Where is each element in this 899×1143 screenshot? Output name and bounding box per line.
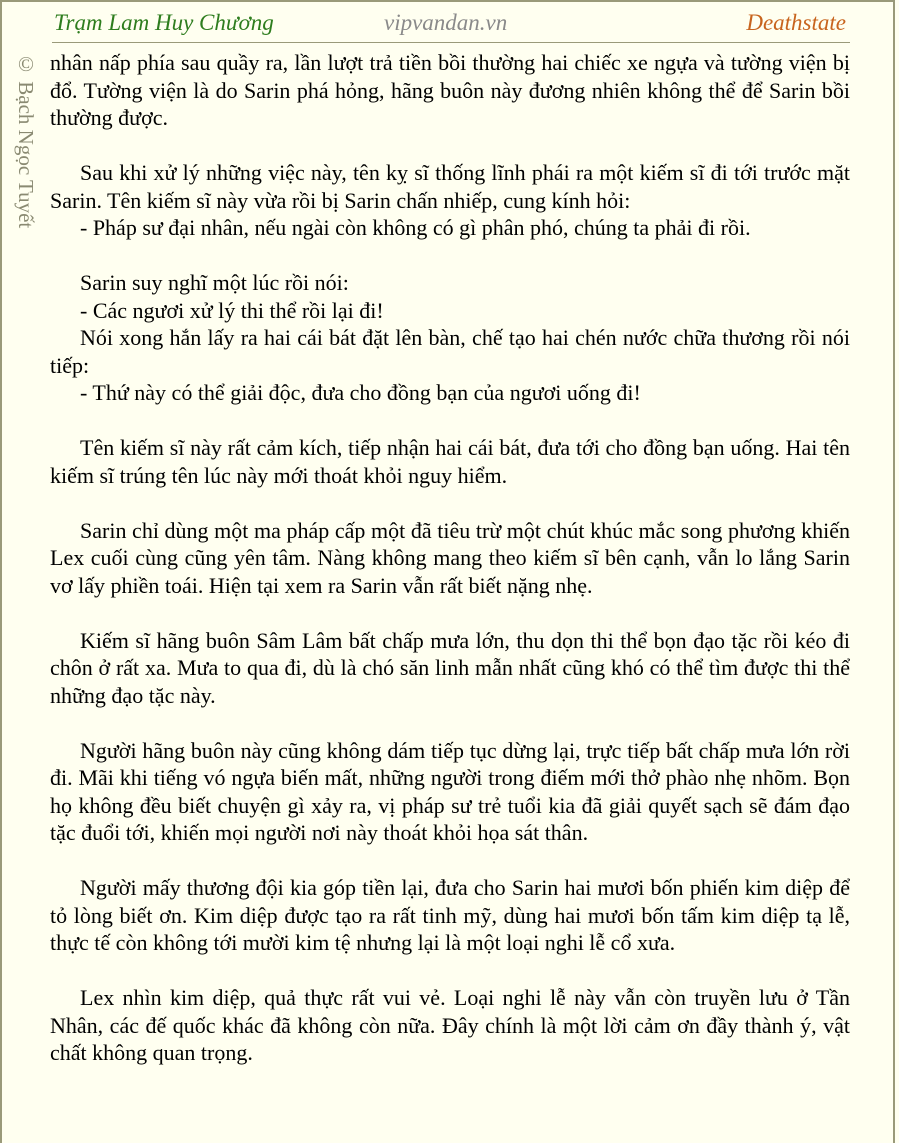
paragraph: Người hãng buôn này cũng không dám tiếp tục dừng lại, trực tiếp bất chấp mưa lớn rời đi. Mãi khi tiếng vó ngựa biến mất, những người trong điếm mới thở phào nhẹ nhõm. Bọn họ không đều biết chuyện gì xảy ra, vị pháp sư trẻ tuổi kia đã giải quyết sạch sẽ đám đạo tặc đuổi tới, khiến mọi người nơi này thoát khỏi họa sát thân. — [50, 737, 850, 845]
paragraph: Người mấy thương đội kia góp tiền lại, đưa cho Sarin hai mươi bốn phiến kim diệp để tỏ lòng biết ơn. Kim diệp được tạo ra rất tinh mỹ, dùng hai mươi bốn tấm kim diệp tạ lễ, thực tế còn không tới mười kim tệ nhưng lại là một loại nghi lễ cổ xưa. — [50, 875, 850, 955]
paragraph: - Thứ này có thể giải độc, đưa cho đồng bạn của ngươi uống đi! — [80, 380, 641, 405]
paragraph: Sau khi xử lý những việc này, tên kỵ sĩ thống lĩnh phái ra một kiếm sĩ đi tới trước mặt Sarin. Tên kiếm sĩ này vừa rồi bị Sarin chấn nhiếp, cung kính hỏi: — [50, 160, 850, 213]
paragraph: Kiếm sĩ hãng buôn Sâm Lâm bất chấp mưa lớn, thu dọn thi thể bọn đạo tặc rồi kéo đi chôn ở rất xa. Mưa to qua đi, dù là chó săn linh mẫn nhất cũng khó có thể tìm được thi thể những đạo tặc này. — [50, 627, 850, 708]
paragraph: nhân nấp phía sau quầy ra, lần lượt trả tiền bồi thường hai chiếc xe ngựa và tường viện bị đổ. Tường viện là do Sarin phá hỏng, hãng buôn này đương nhiên không thể để Sarin bồi thường được. — [50, 50, 850, 130]
site-name: vipvandan.vn — [384, 10, 508, 35]
paragraph: - Pháp sư đại nhân, nếu ngài còn không có gì phân phó, chúng ta phải đi rồi. — [80, 215, 751, 240]
paragraph: Lex nhìn kim diệp, quả thực rất vui vẻ. Loại nghi lễ này vẫn còn truyền lưu ở Tần Nhân, các đế quốc khác đã không còn nữa. Đây chính là một lời cảm ơn đầy thành ý, vật chất không quan trọng. — [50, 985, 850, 1065]
paragraph: Sarin suy nghĩ một lúc rồi nói: — [80, 270, 349, 295]
chapter-text — [50, 49, 850, 1067]
paragraph: - Các ngươi xử lý thi thể rồi lại đi! — [80, 297, 384, 323]
page-header — [52, 8, 850, 43]
paragraph: Nói xong hắn lấy ra hai cái bát đặt lên bàn, chế tạo hai chén nước chữa thương rồi nói tiếp: — [50, 325, 850, 378]
paragraph: Sarin chỉ dùng một ma pháp cấp một đã tiêu trừ một chút khúc mắc song phương khiến Lex cuối cùng cũng yên tâm. Nàng không mang theo kiếm sĩ bên cạnh, vẫn lo lắng Sarin vơ lấy phiền toái. Hiện tại xem ra Sarin vẫn rất biết nặng nhẹ. — [50, 517, 850, 598]
author-name: Deathstate — [746, 10, 846, 35]
translator-name: Trạm Lam Huy Chương — [54, 10, 274, 35]
copyright-watermark: © Bạch Ngọc Tuyết — [14, 52, 38, 229]
paragraph: Tên kiếm sĩ này rất cảm kích, tiếp nhận hai cái bát, đưa tới cho đồng bạn uống. Hai tên kiếm sĩ trúng tên lúc này mới thoát khỏi nguy hiểm. — [50, 435, 850, 488]
